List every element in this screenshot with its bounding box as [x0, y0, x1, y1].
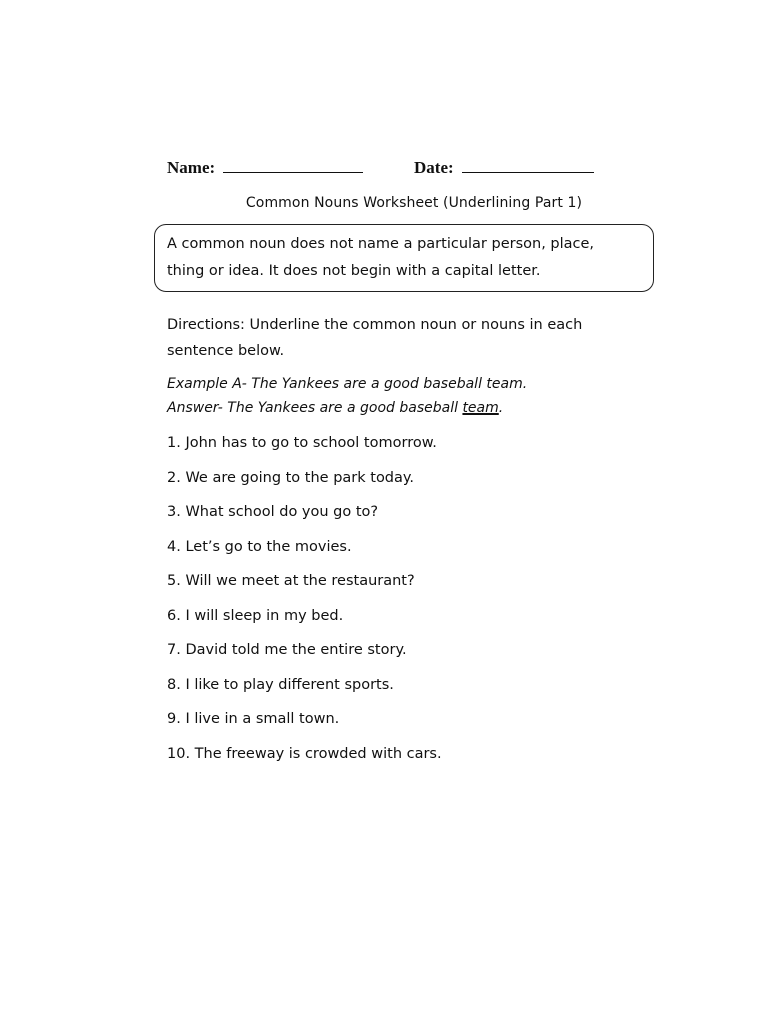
answer-suffix: . [498, 400, 504, 416]
name-label: Name: [167, 158, 216, 177]
directions-line-1: Directions: Underline the common noun or nouns in each [167, 317, 583, 333]
question-item[interactable]: 4. Let’s go to the movies. [167, 538, 352, 555]
answer-line [167, 396, 637, 420]
definition-box [154, 224, 654, 292]
definition-line-1: A common noun does not name a particular person, place, [167, 236, 595, 252]
question-item[interactable]: 2. We are going to the park today. [167, 469, 415, 486]
question-item[interactable]: 8. I like to play different sports. [167, 676, 394, 693]
question-list [167, 431, 637, 776]
date-field [414, 158, 594, 178]
date-label: Date: [414, 158, 454, 177]
question-item[interactable]: 6. I will sleep in my bed. [167, 607, 344, 624]
question-item[interactable]: 10. The freeway is crowded with cars. [167, 745, 442, 762]
header-fields [167, 158, 607, 184]
name-field [167, 158, 363, 178]
answer-underlined-noun: team [462, 400, 499, 416]
directions-line-2: sentence below. [167, 343, 285, 359]
definition-line-2: thing or idea. It does not begin with a capital letter. [167, 263, 541, 279]
question-item[interactable]: 3. What school do you go to? [167, 504, 379, 520]
name-blank-line[interactable] [223, 158, 363, 173]
example-line: Example A- The Yankees are a good baseball team. [167, 376, 528, 392]
question-item[interactable]: 5. Will we meet at the restaurant? [167, 573, 415, 589]
question-item[interactable]: 9. I live in a small town. [167, 711, 340, 727]
answer-prefix: Answer- The Yankees are a good baseball [167, 400, 463, 416]
directions [167, 312, 637, 364]
question-item[interactable]: 1. John has to go to school tomorrow. [167, 435, 437, 451]
worksheet-title: Common Nouns Worksheet (Underlining Part 1) [245, 195, 583, 211]
question-item[interactable]: 7. David told me the entire story. [167, 642, 407, 658]
date-blank-line[interactable] [462, 158, 594, 173]
example-block [167, 372, 637, 420]
